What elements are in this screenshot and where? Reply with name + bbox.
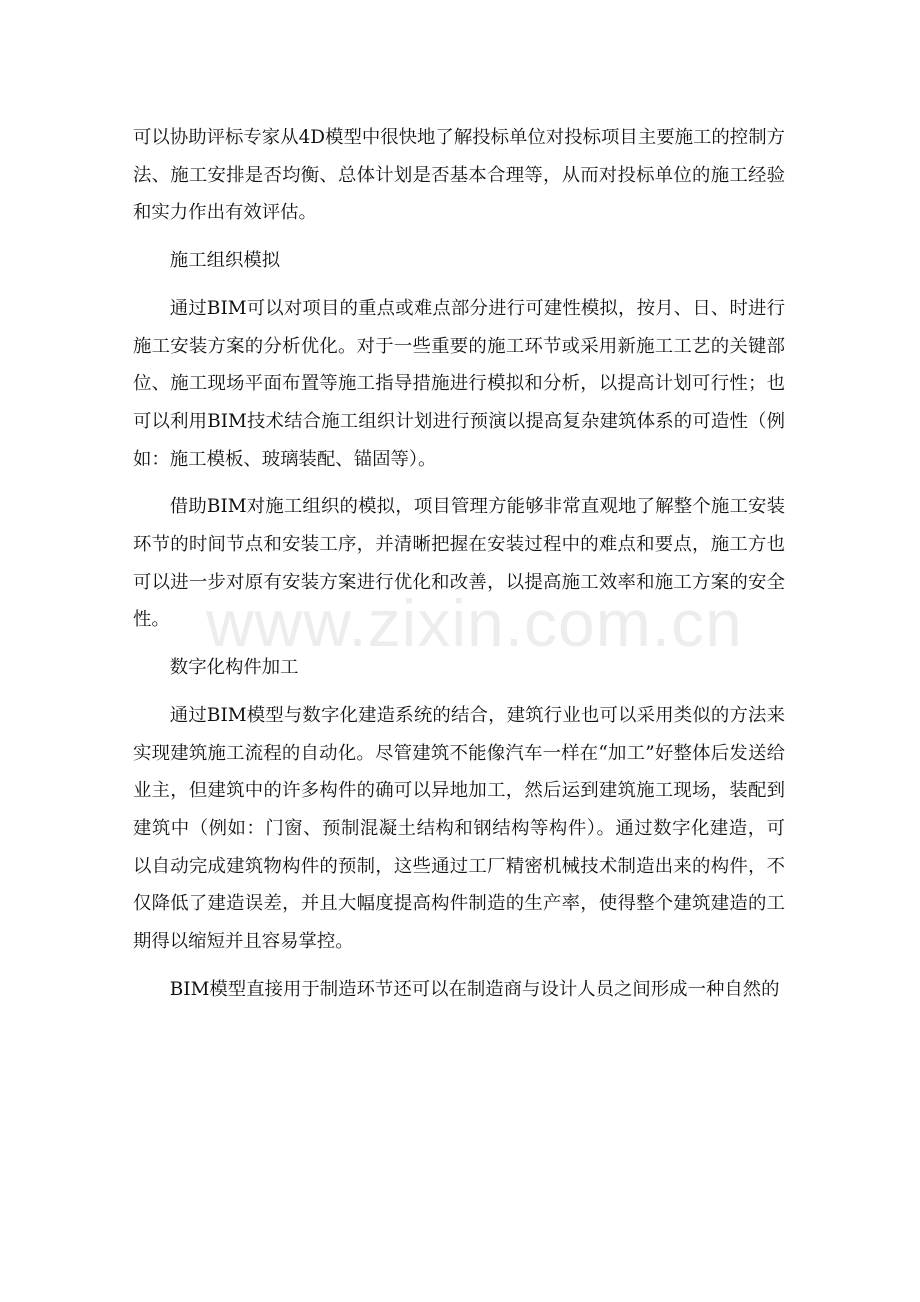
paragraph-fabrication-details: 通过BIM模型与数字化建造系统的结合，建筑行业也可以采用类似的方法来实现建筑施工流程的自动化。尽管建筑不能像汽车一样在“加工”好整体后发送给业主，但建筑中的许多构件的确可以异地加工，然后运到建筑施工现场，装配到建筑中（例如：门窗、预制混凝土结构和钢结构等构件）。通过数字化建造，可以自动完成建筑物构件的预制，这些通过工厂精密机械技术制造出来的构件，不仅降低了建造误差，并且大幅度提高构件制造的生产率，使得整个建筑建造的工期得以缩短并且容易掌控。 xyxy=(133,704,785,953)
section-heading-construction-simulation: 施工组织模拟 xyxy=(169,250,281,272)
paragraph-fabrication-continued: BIM模型直接用于制造环节还可以在制造商与设计人员之间形成一种自然的 xyxy=(169,978,780,1000)
spacer xyxy=(133,280,785,290)
spacer xyxy=(133,232,785,242)
spacer xyxy=(133,687,785,697)
document-body xyxy=(133,119,785,1008)
spacer xyxy=(133,961,785,971)
spacer xyxy=(133,639,785,649)
section-heading-digital-fabrication: 数字化构件加工 xyxy=(169,657,299,679)
spacer xyxy=(133,478,785,488)
paragraph-simulation-benefits: 借助BIM对施工组织的模拟，项目管理方能够非常直观地了解整个施工安装环节的时间节点和安装工序，并清晰把握在安装过程中的难点和要点，施工方也可以进一步对原有安装方案进行优化和改善，以提高施工效率和施工方案的安全性。 xyxy=(133,496,785,631)
watermark-text: www.zixin.com.cn xyxy=(206,586,743,660)
paragraph-simulation-details: 通过BIM可以对项目的重点或难点部分进行可建性模拟，按月、日、时进行施工安装方案的分析优化。对于一些重要的施工环节或采用新施工工艺的关键部位、施工现场平面布置等施工指导措施进行模拟和分析，以提高计划可行性；也可以利用BIM技术结合施工组织计划进行预演以提高复杂建筑体系的可造性（例如：施工模板、玻璃装配、锚固等）。 xyxy=(133,297,785,470)
paragraph-intro: 可以协助评标专家从4D模型中很快地了解投标单位对投标项目主要施工的控制方法、施工安排是否均衡、总体计划是否基本合理等，从而对投标单位的施工经验和实力作出有效评估。 xyxy=(133,127,785,224)
